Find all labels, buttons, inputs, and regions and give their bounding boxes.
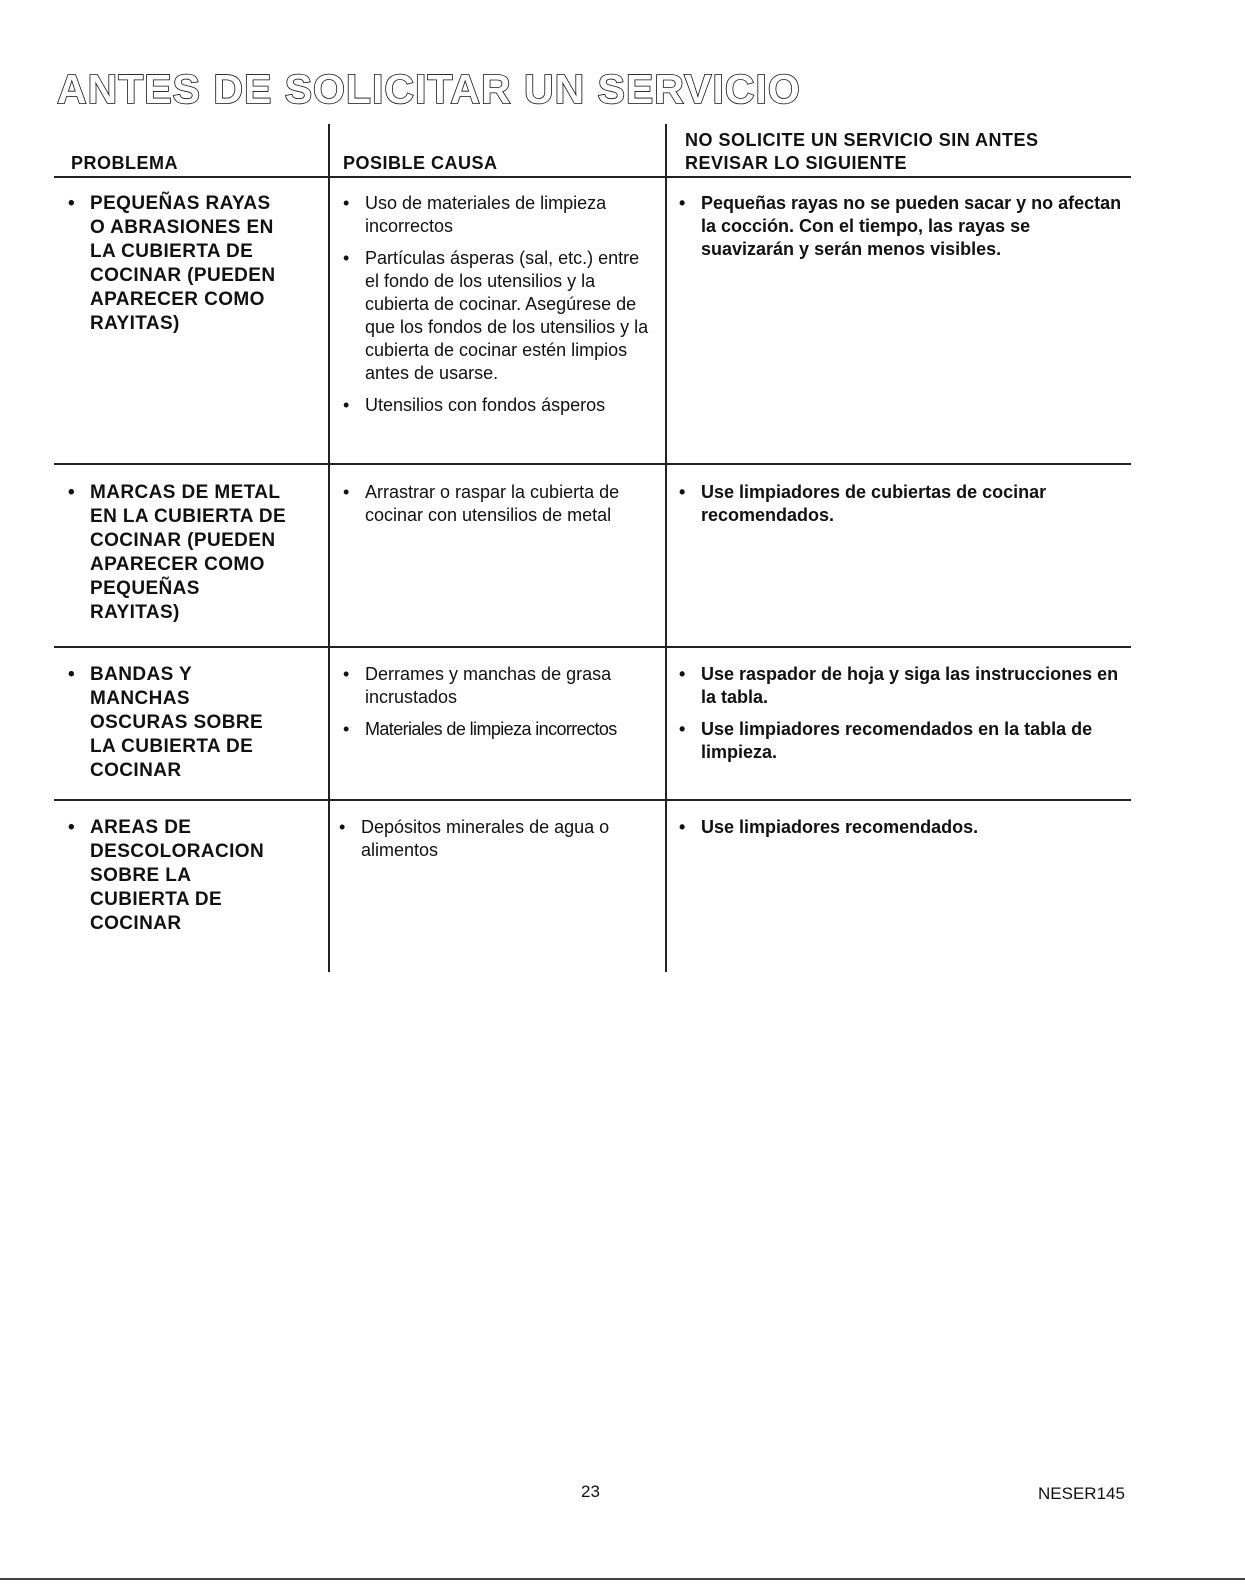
bullet-icon: • (68, 193, 76, 214)
header-problema: PROBLEMA (71, 153, 178, 173)
check-item: Use limpiadores recomendados. (701, 817, 979, 837)
check-item: Use limpiadores de cubiertas de cocinar recomendados. (701, 482, 1047, 525)
check-cell (677, 481, 1122, 536)
problem-line: MANCHAS (90, 688, 190, 709)
cause-item: Arrastrar o raspar la cubierta de cocinar con utensilios de metal (365, 482, 620, 525)
bullet-icon: • (343, 395, 350, 415)
problem-line: DESCOLORACION (90, 841, 265, 862)
row-rule-1 (54, 463, 1131, 465)
header-revisar (685, 129, 1039, 175)
cause-item: Derrames y manchas de grasa incrustados (365, 664, 612, 707)
bullet-icon: • (339, 817, 346, 837)
bullet-icon: • (679, 193, 686, 213)
cause-item: Depósitos minerales de agua o alimentos (361, 817, 610, 860)
problem-line: RAYITAS) (90, 602, 180, 623)
problem-line: RAYITAS) (90, 313, 180, 334)
problem-line: EN LA CUBIERTA DE (90, 506, 287, 527)
check-item: Pequeñas rayas no se pueden sacar y no afectan la cocción. Con el tiempo, las rayas se suavizarán y serán menos visibles. (701, 193, 1122, 259)
problem-line: CUBIERTA DE (90, 889, 223, 910)
cause-item: Partículas ásperas (sal, etc.) entre el fondo de los utensilios y la cubierta de cocinar. Asegúrese de que los fondos de los utensilios y la cubierta de cocinar estén limpios antes de usarse. (365, 248, 649, 383)
cause-cell (341, 481, 654, 536)
problem-line: APARECER COMO (90, 554, 265, 575)
document-code: NESER145 (1038, 1484, 1125, 1503)
problem-line: MARCAS DE METAL (90, 482, 281, 503)
problem-cell (66, 192, 321, 336)
bullet-icon: • (343, 719, 349, 739)
check-item: Use limpiadores recomendados en la tabla de limpieza. (701, 719, 1093, 762)
bullet-icon: • (679, 719, 686, 739)
header-revisar-line1: NO SOLICITE UN SERVICIO SIN ANTES (685, 130, 1039, 150)
problem-line: LA CUBIERTA DE (90, 241, 254, 262)
problem-cell (66, 481, 321, 625)
cause-item: Uso de materiales de limpieza incorrectos (365, 193, 607, 236)
column-divider-2 (665, 124, 667, 972)
problem-line: OSCURAS SOBRE (90, 712, 264, 733)
problem-line: O ABRASIONES EN (90, 217, 274, 238)
cause-item: Materiales de limpieza incorrectos (365, 719, 617, 739)
problem-cell (66, 816, 321, 936)
problem-line: COCINAR (PUEDEN (90, 530, 276, 551)
problem-line: COCINAR (90, 760, 182, 781)
problem-line: SOBRE LA (90, 865, 192, 886)
row-rule-3 (54, 799, 1131, 801)
bullet-icon: • (343, 248, 350, 268)
bullet-icon: • (343, 482, 350, 502)
bullet-icon: • (68, 482, 76, 503)
check-cell (677, 192, 1122, 270)
bullet-icon: • (679, 664, 686, 684)
problem-line: COCINAR (PUEDEN (90, 265, 276, 286)
header-rule (54, 176, 1131, 178)
check-cell (677, 663, 1127, 773)
bullet-icon: • (343, 664, 350, 684)
header-posible-causa: POSIBLE CAUSA (343, 153, 498, 173)
problem-line: LA CUBIERTA DE (90, 736, 254, 757)
problem-line: PEQUEÑAS RAYAS (90, 193, 271, 214)
check-cell (677, 816, 1122, 848)
bullet-icon: • (68, 664, 76, 685)
cause-item: Utensilios con fondos ásperos (365, 395, 606, 415)
problem-line: BANDAS Y (90, 664, 193, 685)
bottom-rule (0, 1578, 1245, 1580)
problem-cell (66, 663, 321, 783)
column-divider-1 (328, 124, 330, 972)
bullet-icon: • (68, 817, 76, 838)
cause-cell (341, 192, 654, 426)
problem-line: PEQUEÑAS (90, 578, 200, 599)
bullet-icon: • (343, 193, 350, 213)
header-revisar-line2: REVISAR LO SIGUIENTE (685, 153, 908, 173)
bullet-icon: • (679, 482, 686, 502)
cause-cell (341, 663, 659, 750)
problem-line: COCINAR (90, 913, 182, 934)
bullet-icon: • (679, 817, 686, 837)
problem-line: AREAS DE (90, 817, 192, 838)
problem-line: APARECER COMO (90, 289, 265, 310)
page-number: 23 (581, 1482, 600, 1501)
row-rule-2 (54, 646, 1131, 648)
page-title: ANTES DE SOLICITAR UN SERVICIO (57, 66, 801, 112)
cause-cell (337, 816, 650, 871)
check-item: Use raspador de hoja y siga las instrucciones en la tabla. (701, 664, 1119, 707)
